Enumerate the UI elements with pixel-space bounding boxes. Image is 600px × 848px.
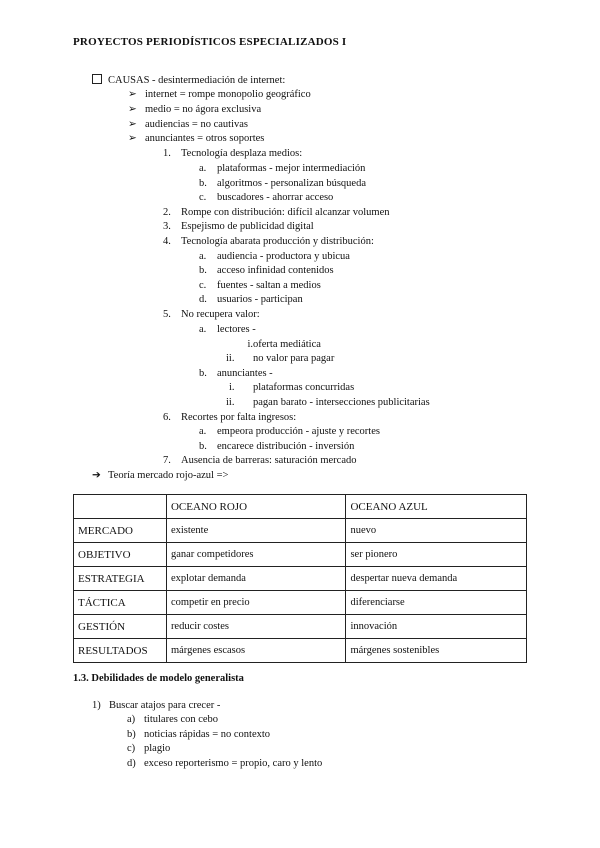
numbered-item: 5. No recupera valor: xyxy=(163,309,260,320)
table-cell: innovación xyxy=(346,615,527,639)
roman-item: i. plataformas concurridas xyxy=(229,382,355,393)
ocean-comparison-table xyxy=(73,494,527,663)
table-header-cell xyxy=(74,495,167,519)
teoria-line: ➔ Teoría mercado rojo-azul => xyxy=(92,470,229,481)
table-cell: nuevo xyxy=(346,519,527,543)
lettered-item: c) plagio xyxy=(127,743,171,754)
lettered-item: c. fuentes - saltan a medios xyxy=(199,280,321,291)
roman-item: i.oferta mediática xyxy=(247,339,321,350)
lettered-item: a. audiencia - productora y ubicua xyxy=(199,251,350,262)
lettered-item: b. acceso infinidad contenidos xyxy=(199,265,334,276)
table-cell: diferenciarse xyxy=(346,591,527,615)
table-header-cell: OCEANO AZUL xyxy=(346,495,527,519)
document-title: PROYECTOS PERIODÍSTICOS ESPECIALIZADOS I xyxy=(73,36,347,48)
table-row xyxy=(74,519,527,543)
arrowhead-bullet-icon: ➢ xyxy=(128,104,137,115)
lettered-item: c. buscadores - ahorrar acceso xyxy=(199,192,334,203)
arrow-bullet-item: ➢ anunciantes = otros soportes xyxy=(128,133,265,144)
causas-label: CAUSAS - desintermediación de internet: xyxy=(108,75,286,86)
numbered-item: 1) Buscar atajos para crecer - xyxy=(92,700,221,711)
row-label-cell: OBJETIVO xyxy=(74,543,167,567)
numbered-item: 6. Recortes por falta ingresos: xyxy=(163,412,297,423)
lettered-item: d) exceso reporterismo = propio, caro y lento xyxy=(127,758,323,769)
lettered-item: a. empeora producción - ajuste y recortes xyxy=(199,426,380,437)
table-cell: márgenes sostenibles xyxy=(346,639,527,663)
table-cell: reducir costes xyxy=(166,615,346,639)
checkbox-icon xyxy=(92,74,102,84)
numbered-item: 2. Rompe con distribución: difícil alcanzar volumen xyxy=(163,207,390,218)
row-label-cell: MERCADO xyxy=(74,519,167,543)
lettered-item: a. plataformas - mejor intermediación xyxy=(199,163,366,174)
table-cell: existente xyxy=(166,519,346,543)
lettered-item: d. usuarios - participan xyxy=(199,294,303,305)
row-label-cell: ESTRATEGIA xyxy=(74,567,167,591)
roman-item: ii. no valor para pagar xyxy=(226,353,335,364)
numbered-item: 3. Espejismo de publicidad digital xyxy=(163,221,314,232)
table-cell: despertar nueva demanda xyxy=(346,567,527,591)
lettered-item: a) titulares con cebo xyxy=(127,714,219,725)
arrowhead-bullet-icon: ➢ xyxy=(128,133,137,144)
row-label-cell: TÁCTICA xyxy=(74,591,167,615)
section-heading: 1.3. Debilidades de modelo generalista xyxy=(73,673,244,684)
numbered-item: 4. Tecnología abarata producción y distribución: xyxy=(163,236,374,247)
lettered-item: a. lectores - xyxy=(199,324,256,335)
table-cell: ganar competidores xyxy=(166,543,346,567)
arrow-bullet-item: ➢ medio = no ágora exclusiva xyxy=(128,104,262,115)
roman-item: ii. pagan barato - intersecciones publicitarias xyxy=(226,397,430,408)
row-label-cell: GESTIÓN xyxy=(74,615,167,639)
arrowhead-bullet-icon: ➢ xyxy=(128,89,137,100)
table-cell: márgenes escasos xyxy=(166,639,346,663)
row-label-cell: RESULTADOS xyxy=(74,639,167,663)
table-header-row xyxy=(74,495,527,519)
right-arrow-icon: ➔ xyxy=(92,470,101,481)
table-cell: ser pionero xyxy=(346,543,527,567)
lettered-item: b. algoritmos - personalizan búsqueda xyxy=(199,178,366,189)
arrow-bullet-item: ➢ internet = rompe monopolio geográfico xyxy=(128,89,311,100)
causas-item xyxy=(92,74,285,88)
table-row xyxy=(74,567,527,591)
lettered-item: b) noticias rápidas = no contexto xyxy=(127,729,271,740)
arrowhead-bullet-icon: ➢ xyxy=(128,119,137,130)
table-row xyxy=(74,615,527,639)
lettered-item: b. encarece distribución - inversión xyxy=(199,441,355,452)
table-header-cell: OCEANO ROJO xyxy=(166,495,346,519)
lettered-item: b. anunciantes - xyxy=(199,368,273,379)
numbered-item: 7. Ausencia de barreras: saturación mercado xyxy=(163,455,357,466)
table-row xyxy=(74,591,527,615)
table-cell: explotar demanda xyxy=(166,567,346,591)
table-cell: competir en precio xyxy=(166,591,346,615)
arrow-bullet-item: ➢ audiencias = no cautivas xyxy=(128,119,249,130)
numbered-item: 1. Tecnología desplaza medios: xyxy=(163,148,303,159)
table-row xyxy=(74,639,527,663)
table-row xyxy=(74,543,527,567)
